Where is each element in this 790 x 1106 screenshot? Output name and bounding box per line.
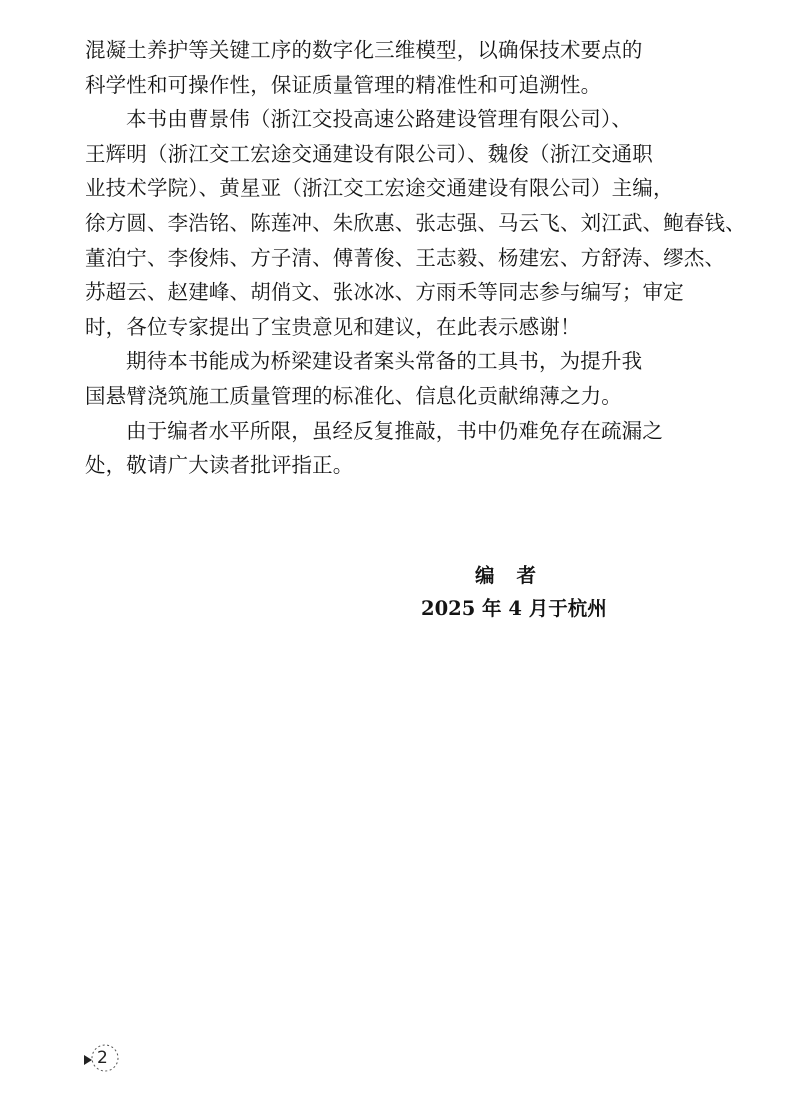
text-line: 王辉明（浙江交工宏途交通建设有限公司）、魏俊（浙江交通职	[85, 141, 653, 166]
text-line: 苏超云、赵建峰、胡俏文、张冰冰、方雨禾等同志参与编写；审定	[85, 280, 684, 305]
text-line: 期待本书能成为桥梁建设者案头常备的工具书，为提升我	[126, 349, 643, 374]
paragraph-2	[85, 102, 746, 344]
text-line: 时，各位专家提出了宝贵意见和建议，在此表示感谢！	[85, 314, 581, 339]
page-footer	[84, 1043, 124, 1079]
text-line: 混凝土养护等关键工序的数字化三维模型，以确保技术要点的	[85, 38, 643, 62]
body-text	[85, 33, 746, 483]
text-line: 董泊宁、李俊炜、方子清、傅菁俊、王志毅、杨建宏、方舒涛、缪杰、	[85, 245, 726, 270]
paragraph-3	[85, 344, 645, 413]
paragraph-4	[85, 414, 663, 483]
text-line: 科学性和可操作性，保证质量管理的精准性和可追溯性。	[85, 72, 602, 97]
text-line: 业技术学院）、黄星亚（浙江交工宏途交通建设有限公司）主编，	[85, 176, 674, 201]
page-number: 2	[97, 1048, 108, 1068]
text-line: 由于编者水平所限，虽经反复推敲，书中仍难免存在疏漏之	[126, 418, 663, 443]
text-line: 处，敬请广大读者批评指正。	[85, 453, 354, 478]
signature-date: 2025 年 4 月于杭州	[421, 597, 607, 620]
paragraph-1	[85, 33, 645, 102]
text-line: 徐方圆、李浩铭、陈莲冲、朱欣惠、张志强、马云飞、刘江武、鲍春钱、	[85, 210, 746, 235]
signature-editor: 编者	[475, 564, 559, 587]
text-line: 本书由曹景伟（浙江交投高速公路建设管理有限公司）、	[126, 107, 632, 132]
text-line: 国悬臂浇筑施工质量管理的标准化、信息化贡献绵薄之力。	[85, 383, 622, 408]
